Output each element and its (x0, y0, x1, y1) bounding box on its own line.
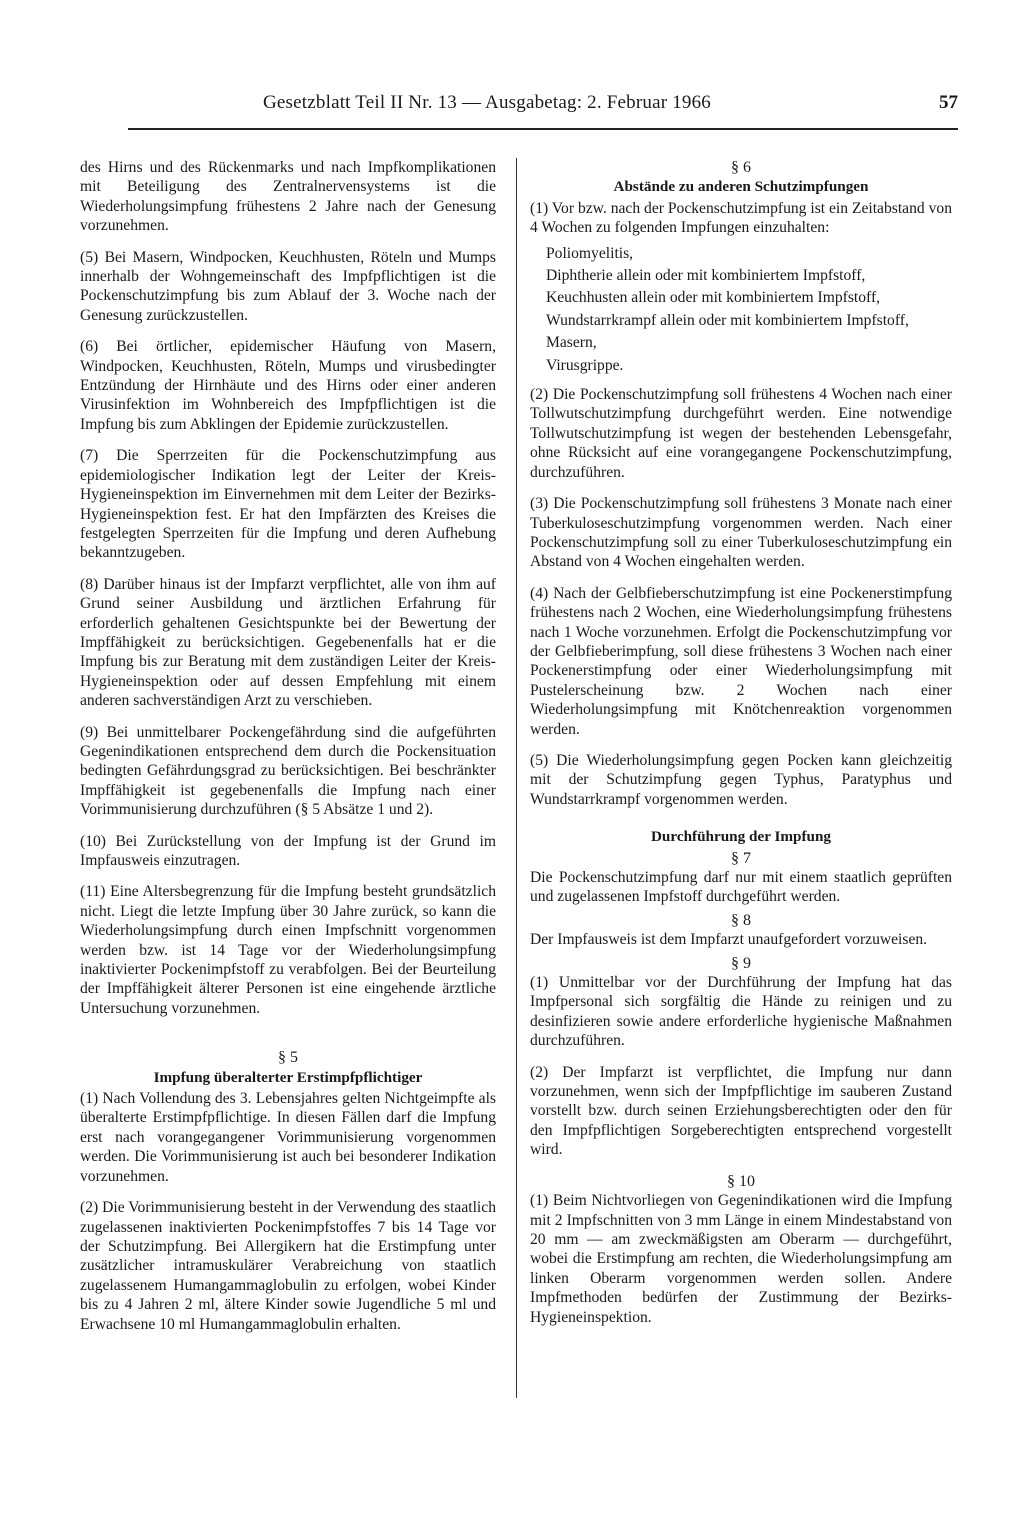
paragraph-7: (7) Die Sperrzeiten für die Pockenschutzimpfung aus epidemiologischer Indikation legt der Leiter der Kreis-Hygieneinspektion im Einvernehmen mit dem Leiter der Bezirks-Hygieneinspektion fest. Er hat den Impfärzten des Kreises die festgelegten Sperrzeiten für die Impfung und deren Aufhebung bekanntzugeben. (80, 447, 496, 562)
list-item: Keuchhusten allein oder mit kombiniertem Impfstoff, (546, 289, 881, 307)
left-column (80, 158, 496, 1346)
paragraph-8: (8) Darüber hinaus ist der Impfarzt verpflichtet, alle von ihm auf Grund seiner Ausbildung und ärztlichen Erfahrung für erforderlich gehaltenen Gesichtspunkte bei der Bewertung der Impffähigkeit zu berücksichtigen. Gegebenenfalls hat er die Impfung bis zur Beratung mit dem zuständigen Leiter der Kreis-Hygieneinspektion oder auf dessen Empfehlung mit einem anderen sachverständigen Arzt zu verschieben. (80, 575, 496, 710)
header-title: Gesetzblatt Teil II Nr. 13 — Ausgabetag: 2. Februar 1966 (263, 92, 712, 113)
section-9-number: § 9 (731, 954, 751, 972)
section-6-paragraph-1: (1) Vor bzw. nach der Pockenschutzimpfung ist ein Zeitabstand von 4 Wochen zu folgenden Impfungen einzuhalten: (530, 199, 952, 237)
section-6-paragraph-3: (3) Die Pockenschutzimpfung soll frühestens 3 Monate nach einer Tuberkuloseschutzimpfung vorgenommen werden. Nach einer Pockenschutzimpfung soll zu einer Tuberkuloseschutzimpfung ein Abstand von 4 Wochen eingehalten werden. (530, 495, 952, 571)
vaccination-list (530, 244, 952, 375)
paragraph-10: (10) Bei Zurückstellung von der Impfung ist der Grund im Impfausweis einzutragen. (80, 832, 496, 869)
section-6-paragraph-2: (2) Die Pockenschutzimpfung soll frühestens 4 Wochen nach einer Tollwutschutzimpfung durchgeführt werden. Eine notwendige Tollwutschutzimpfung ist wegen der bestehenden Lebensgefahr, ohne Rücksicht auf eine vorangegangene Pockenschutzimpfung, durchzuführen. (530, 386, 952, 481)
paragraph-9: (9) Bei unmittelbarer Pockengefährdung sind die aufgeführten Gegenindikationen entsprechend dem durch die Pockensituation bedingten Gefährdungsgrad zu berücksichtigen. Bei beschränkter Impffähigkeit ist gegebenenfalls die Impfung nach einer Vorimmunisierung durchzuführen (§ 5 Absätze 1 und 2). (80, 723, 496, 819)
page-header (128, 92, 958, 122)
continuation-paragraph: des Hirns und des Rückenmarks und nach Impfkomplikationen mit Beteiligung des Zentralnervensystems ist die Wiederholungsimpfung frühestens 2 Jahre nach der Genesung vorzunehmen. (80, 159, 496, 235)
list-item: Wundstarrkrampf allein oder mit kombiniertem Impfstoff, (546, 311, 909, 329)
section-10-paragraph-1: (1) Beim Nichtvorliegen von Gegenindikationen wird die Impfung mit 2 Impfschnitten von 3 mm Länge in einem Mindestabstand von 20 mm — am zweckmäßigsten am Oberarm — durchgeführt, wobei die Erstimpfung am rechten, die Wiederholungsimpfung am linken Oberarm vorgenommen werden sollen. Andere Impfmethoden bedürfen der Zustimmung der Bezirks-Hygieneinspektion. (530, 1192, 952, 1326)
section-7-paragraph: Die Pockenschutzimpfung darf nur mit einem staatlich geprüften und zugelassenen Impfstoff durchgeführt werden. (530, 869, 952, 906)
paragraph-11: (11) Eine Altersbegrenzung für die Impfung besteht grundsätzlich nicht. Liegt die letzte Impfung über 30 Jahre zurück, so kann die Wiederholungsimpfung durch einen Impfschnitt vorgenommen werden bzw. ist 14 Tage vor der Wiederholungsimpfung inaktivierter Pockenimpfstoff zu verabfolgen. Bei der Beurteilung der Impffähigkeit älterer Personen ist eine eingehende ärztliche Untersuchung vorzunehmen. (80, 883, 496, 1017)
paragraph-5: (5) Bei Masern, Windpocken, Keuchhusten, Röteln und Mumps innerhalb der Wohngemeinschaft des Impfpflichtigen ist die Pockenschutzimpfung bis zum Ablauf der 3. Woche nach der Genesung zurückzustellen. (80, 248, 496, 324)
section-10-number: § 10 (727, 1172, 755, 1190)
list-item: Diphtherie allein oder mit kombiniertem Impfstoff, (546, 267, 866, 285)
column-divider (516, 158, 517, 1398)
section-6-paragraph-4: (4) Nach der Gelbfieberschutzimpfung ist eine Pockenerstimpfung frühestens nach 2 Wochen, eine Wiederholungsimpfung frühestens nach 1 Woche vorzunehmen. Erfolgt die Pockenschutzimpfung vor der Gelbfieberimpfung, soll diese frühestens 3 Wochen nach einer Pockenerstimpfung oder einer Wiederholungsimpfung mit Pustelerscheinung bzw. 2 Wochen nach einer Wiederholungsimpfung mit Knötchenreaktion vorgenommen werden. (530, 584, 952, 738)
section-8-paragraph: Der Impfausweis ist dem Impfarzt unaufgefordert vorzuweisen. (530, 931, 928, 949)
right-column (530, 158, 952, 1339)
paragraph-6: (6) Bei örtlicher, epidemischer Häufung von Masern, Windpocken, Keuchhusten, Röteln, Mumps und virusbedingter Entzündung der Hirnhäute und des Hirns oder einer anderen Virusinfektion im Wohnbereich des Impfpflichtigen ist die Impfung bis zum Abklingen der Epidemie zurückzustellen. (80, 338, 496, 433)
section-9-paragraph-2: (2) Der Impfarzt ist verpflichtet, die Impfung nur dann vorzunehmen, wenn sich der Impfpflichtige im sauberen Zustand vorstellt bzw. durch seinen Erziehungsberechtigten oder den für den Impfpflichtigen Sorgeberechtigten entsprechend vorgestellt wird. (530, 1063, 952, 1159)
section-5-paragraph-2: (2) Die Vorimmunisierung besteht in der Verwendung des staatlich zugelassenen inaktivierten Pockenimpfstoffes 7 bis 14 Tage vor der Schutzimpfung. Bei Allergikern hat die Erstimpfung unter zusätzlicher intramuskulärer Verabreichung von staatlich zugelassenem Humangammaglobulin zu erfolgen, wobei Kinder bis zu 4 Jahren 2 ml, ältere Kinder sowie Jugendliche 5 ml und Erwachsene 10 ml Humangammaglobulin erhalten. (80, 1199, 496, 1333)
list-item: Virusgrippe. (546, 356, 624, 374)
section-9-paragraph-1: (1) Unmittelbar vor der Durchführung der Impfung hat das Impfpersonal sich sorgfältig die Hände zu reinigen und zu desinfizieren sowie andere erforderliche hygienische Maßnahmen durchzuführen. (530, 974, 952, 1050)
section-8-number: § 8 (731, 911, 751, 929)
spacer (80, 1030, 496, 1048)
section-5-heading: Impfung überalterter Erstimpfpflichtiger (153, 1068, 423, 1086)
section-5-paragraph-1: (1) Nach Vollendung des 3. Lebensjahres gelten Nichtgeimpfte als überalterte Erstimpfpflichtige. In diesen Fällen darf die Impfung erst nach vorangegangener Vorimmunisierung vorgenommen werden. Die Vorimmunisierung ist auch bei besonderer Indikation vorzunehmen. (80, 1090, 496, 1185)
section-6-number: § 6 (731, 159, 751, 176)
page-number: 57 (939, 92, 958, 113)
list-item: Masern, (546, 334, 597, 352)
part-heading: Durchführung der Impfung (650, 828, 832, 846)
section-6-paragraph-5: (5) Die Wiederholungsimpfung gegen Pocken kann gleichzeitig mit der Schutzimpfung gegen Typhus, Paratyphus und Wundstarrkrampf vorgenommen werden. (530, 751, 952, 808)
section-7-number: § 7 (731, 849, 751, 867)
header-rule (128, 128, 958, 130)
section-6-heading: Abstände zu anderen Schutzimpfungen (613, 178, 869, 196)
section-5-number: § 5 (278, 1049, 298, 1067)
list-item: Poliomyelitis, (546, 244, 634, 262)
